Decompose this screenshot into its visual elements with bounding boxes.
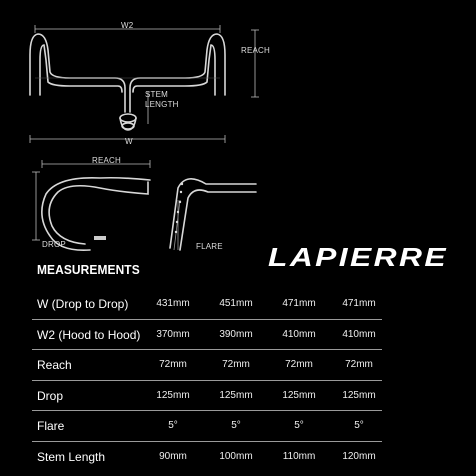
row-label: Stem Length (37, 449, 106, 464)
row-label: Drop (37, 388, 64, 403)
table-cell: 110mm (282, 450, 316, 462)
side-view-diagram (0, 150, 160, 255)
row-label: Flare (37, 419, 65, 434)
table-cell: 125mm (219, 389, 253, 401)
table-row (32, 381, 382, 412)
table-cell: 5° (231, 420, 241, 432)
flare-label: FLARE (196, 242, 223, 251)
drop-label: DROP (42, 240, 66, 249)
row-label: W (Drop to Drop) (37, 297, 129, 311)
table-row (32, 442, 382, 472)
table-cell: 471mm (282, 298, 316, 309)
table-cell: 120mm (342, 450, 376, 462)
table-cell: 125mm (156, 389, 190, 401)
brand-logo (266, 241, 450, 275)
w2-label: W2 (121, 21, 134, 30)
table-cell: 72mm (345, 359, 373, 371)
table-cell: 72mm (159, 359, 187, 371)
table-cell: 410mm (342, 328, 376, 340)
flare-diagram (160, 160, 270, 255)
brand-logo-text: LAPIERRE (268, 242, 448, 272)
top-reach-label: REACH (241, 46, 271, 55)
table-cell: 72mm (222, 359, 250, 371)
table-cell: 125mm (342, 389, 376, 401)
table-cell: 125mm (282, 389, 316, 401)
side-reach-label: REACH (92, 156, 122, 165)
table-row (32, 289, 382, 320)
table-cell: 90mm (159, 450, 187, 462)
table-cell: 72mm (285, 359, 313, 371)
table-cell: 390mm (219, 328, 253, 340)
w-label: W (125, 137, 133, 146)
row-label: W2 (Hood to Hood) (37, 327, 141, 342)
table-row (32, 411, 382, 442)
table-cell: 471mm (342, 298, 376, 309)
table-cell: 451mm (219, 298, 253, 309)
measurements-heading: MEASUREMENTS (37, 262, 140, 277)
top-view-diagram (0, 0, 300, 150)
stem-label-line2: LENGTH (145, 100, 179, 109)
measurements-table (32, 289, 382, 472)
row-label: Reach (37, 358, 72, 373)
table-cell: 100mm (219, 450, 253, 462)
table-cell: 5° (354, 420, 364, 432)
table-cell: 410mm (282, 328, 316, 340)
table-row (32, 350, 382, 381)
table-cell: 370mm (156, 328, 190, 340)
stem-label-line1: STEM (145, 90, 169, 99)
table-row (32, 320, 382, 351)
table-cell: 5° (168, 420, 178, 432)
table-cell: 5° (294, 420, 304, 432)
brand-tag (94, 236, 106, 240)
table-cell: 431mm (156, 298, 190, 309)
